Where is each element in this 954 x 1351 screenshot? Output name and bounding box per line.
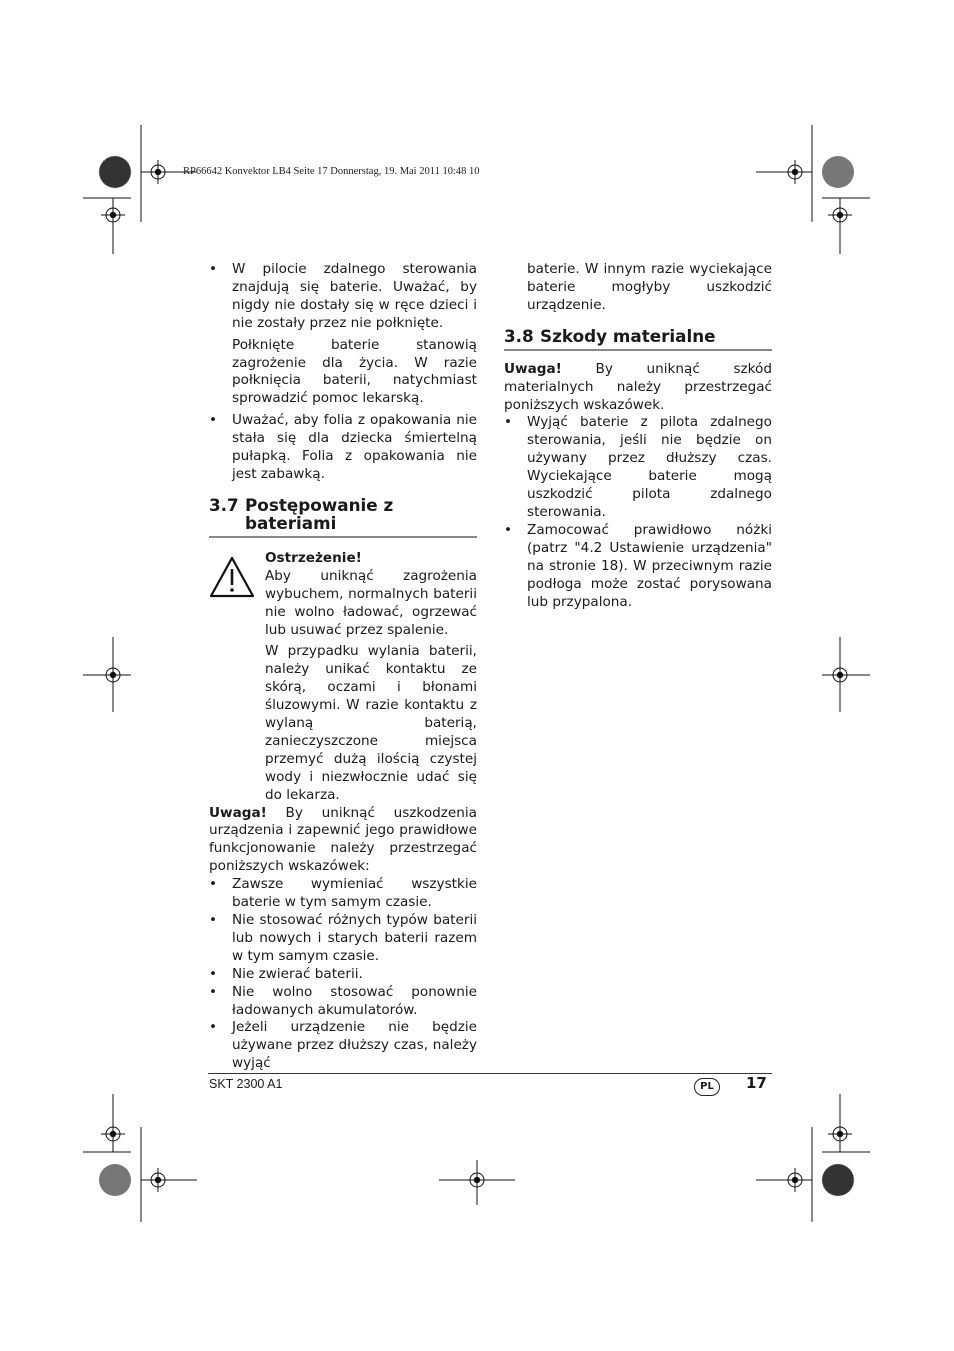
footer-rule [208,1073,772,1074]
note-label: Uwaga! [504,360,562,377]
section-heading-3-8 [504,327,772,351]
warning-box [209,550,477,805]
language-badge: PL [694,1078,720,1096]
section-title-line1: Postępowanie z [245,494,394,515]
left-column [209,261,477,1073]
right-column [504,261,772,611]
bullet-item: • Uważać, aby folia z opakowania nie stała się dla dziecka śmiertelną pułapką. Folia z opakowania nie jest zabawką. [209,412,477,484]
bullet-item: • W pilocie zdalnego sterowania znajdują się baterie. Uważać, by nigdy nie dostały się w ręce dzieci i nie zostały przez nie połknięte. [209,261,477,333]
list-item: • Jeżeli urządzenie nie będzie używane przez dłuższy czas, należy wyjąć [209,1019,477,1073]
list-item: • Wyjąć baterie z pilota zdalnego sterowania, jeśli nie będzie on używany przez dłuższy czas. Wyciekające baterie mogą uszkodzić pilota zdalnego sterowania. [504,414,772,521]
list-item: • Nie zwierać baterii. [209,966,477,984]
list-item: • Nie wolno stosować ponownie ładowanych akumulatorów. [209,984,477,1020]
warning-text: Aby uniknąć zagrożenia wybuchem, normalnych baterii nie wolno ładować, ogrzewać lub usuwać przez spalenie. [265,567,477,638]
note-label: Uwaga! [209,804,267,821]
note-paragraph: Uwaga! By uniknąć uszkodzenia urządzenia i zapewnić jego prawidłowe funkcjonowanie należy przestrzegać poniższych wskazówek: [209,804,477,875]
section-title-line2: bateriami [245,512,337,533]
section-title: Szkody materialne [540,325,716,346]
bullet-continuation: Połknięte baterie stanowią zagrożenie dla życia. W razie połknięcia baterii, natychmiast sprowadzić pomoc lekarską. [232,336,477,407]
bullet-continuation: baterie. W innym razie wyciekające baterie mogłyby uszkodzić urządzenie. [527,261,772,313]
page-number: 17 [746,1074,767,1092]
warning-triangle-icon [209,556,255,598]
section-number: 3.8 [504,325,534,346]
section-number: 3.7 [209,494,239,515]
warning-text: W przypadku wylania baterii, należy unikać kontaktu ze skórą, oczami i błonami śluzowymi. W razie kontaktu z wylaną baterią, zanieczyszczone miejsca przemyć dużą ilością czystej wody i niezwłocznie udać się do lekarza. [265,643,477,803]
note-paragraph: Uwaga! By uniknąć szkód materialnych należy przestrzegać poniższych wskazówek. [504,360,772,413]
warning-title: Ostrzeżenie! [265,549,362,566]
list-item: • Zamocować prawidłowo nóżki (patrz "4.2 Ustawienie urządzenia" na stronie 18). W przeciwnym razie podłoga może zostać porysowana lub przypalona. [504,522,772,612]
model-number: SKT 2300 A1 [209,1077,283,1091]
list-item: • Nie stosować różnych typów baterii lub nowych i starych baterii razem w tym samym czasie. [209,912,477,966]
print-slug: RP66642 Konvektor LB4 Seite 17 Donnerstag, 19. Mai 2011 10:48 10 [183,166,480,177]
section-heading-3-7 [209,496,477,538]
list-item: • Zawsze wymieniać wszystkie baterie w tym samym czasie. [209,876,477,912]
